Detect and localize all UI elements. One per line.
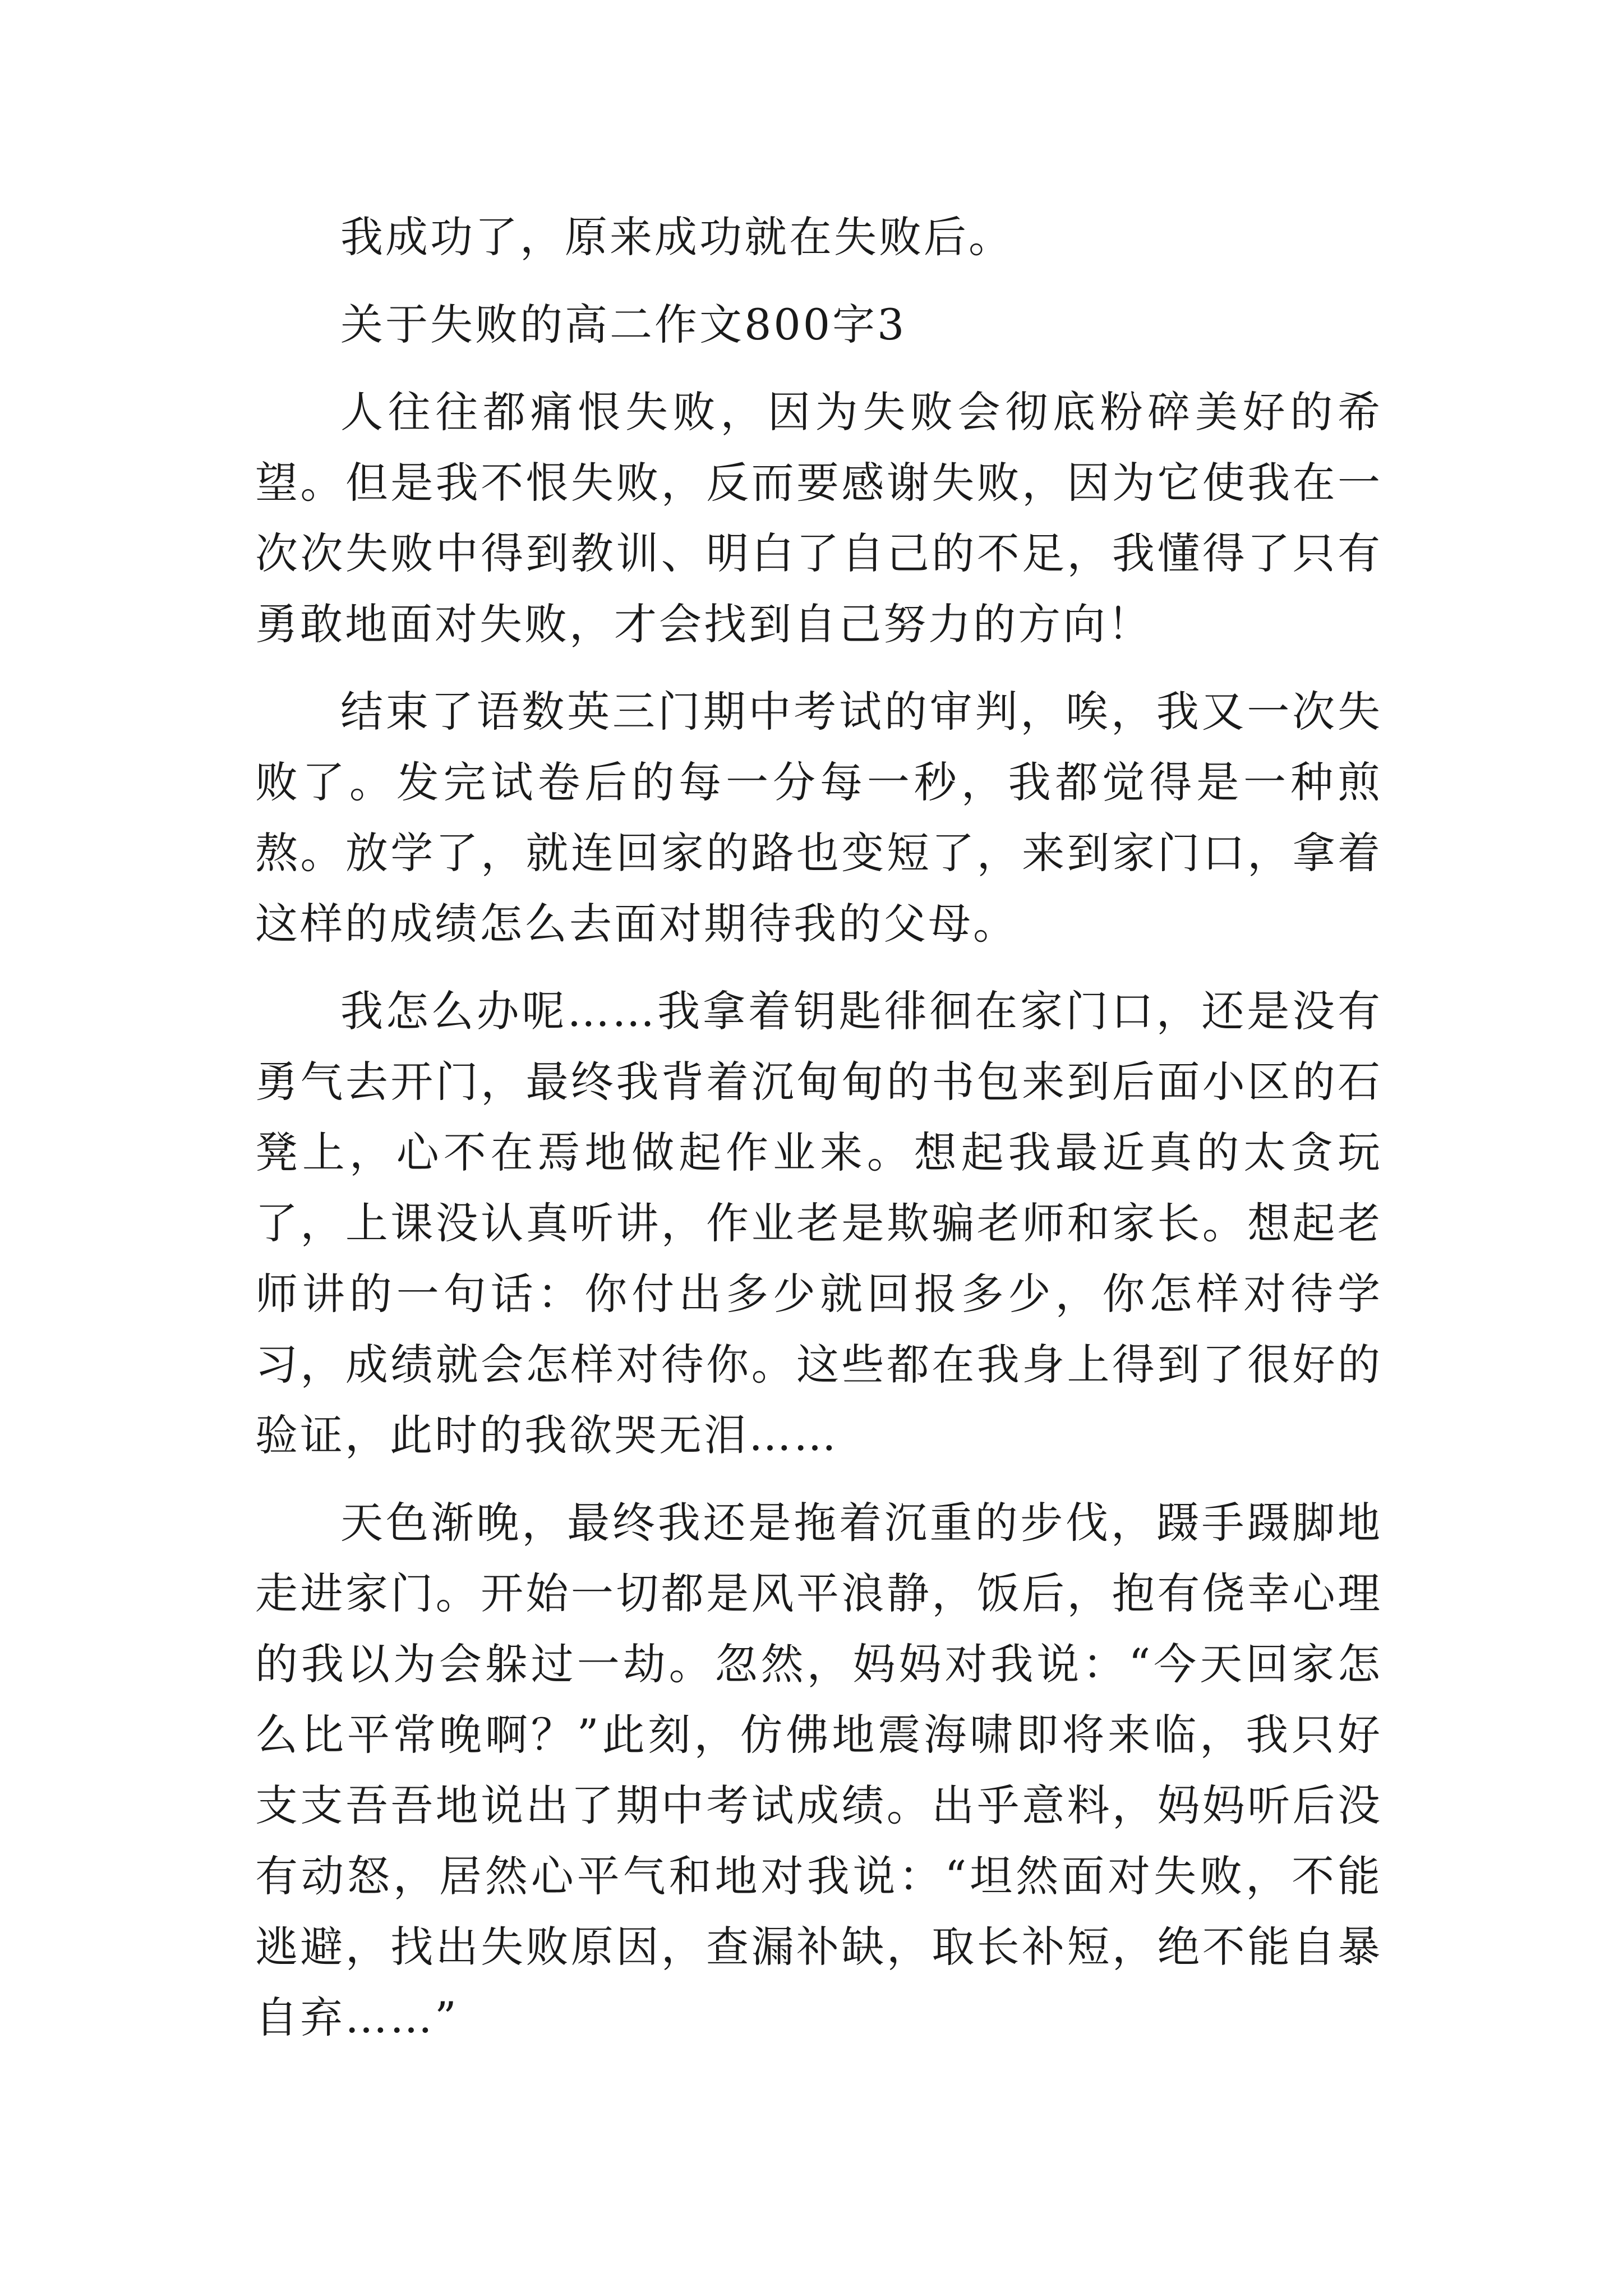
paragraph-hesitation: 我怎么办呢……我拿着钥匙徘徊在家门口，还是没有勇气去开门，最终我背着沉甸甸的书包来到后面小区的石凳上，心不在焉地做起作业来。想起我最近真的太贪玩了，上课没认真听讲，作业老是欺骗老师和家长。想起老师讲的一句话：你付出多少就回报多少，你怎样对待学习，成绩就会怎样对待你。这些都在我身上得到了很好的验证，此时的我欲哭无泪…… bbox=[255, 986, 1382, 1460]
paragraph-success-line: 我成功了，原来成功就在失败后。 bbox=[340, 212, 1013, 262]
paragraph-evening: 天色渐晚，最终我还是拖着沉重的步伐，蹑手蹑脚地走进家门。开始一切都是风平浪静，饭后，抱有侥幸心理的我以为会躲过一劫。忽然，妈妈对我说：“今天回家怎么比平常晚啊？”此刻，仿佛地震海啸即将来临，我只好支支吾吾地说出了期中考试成绩。出乎意料，妈妈听后没有动怒，居然心平气和地对我说：“坦然面对失败，不能逃避，找出失败原因，查漏补缺，取长补短，绝不能自暴自弃……” bbox=[255, 1498, 1382, 2042]
paragraph-exam: 结束了语数英三门期中考试的审判，唉，我又一次失败了。发完试卷后的每一分每一秒，我都觉得是一种煎熬。放学了，就连回家的路也变短了，来到家门口，拿着这样的成绩怎么去面对期待我的父母。 bbox=[255, 687, 1382, 949]
essay-body bbox=[255, 202, 1382, 2053]
essay-heading: 关于失败的高二作文800字3 bbox=[340, 300, 907, 349]
paragraph-intro: 人往往都痛恨失败，因为失败会彻底粉碎美好的希望。但是我不恨失败，反而要感谢失败，因为它使我在一次次失败中得到教训、明白了自己的不足，我懂得了只有勇敢地面对失败，才会找到自己努力的方向！ bbox=[255, 387, 1382, 649]
